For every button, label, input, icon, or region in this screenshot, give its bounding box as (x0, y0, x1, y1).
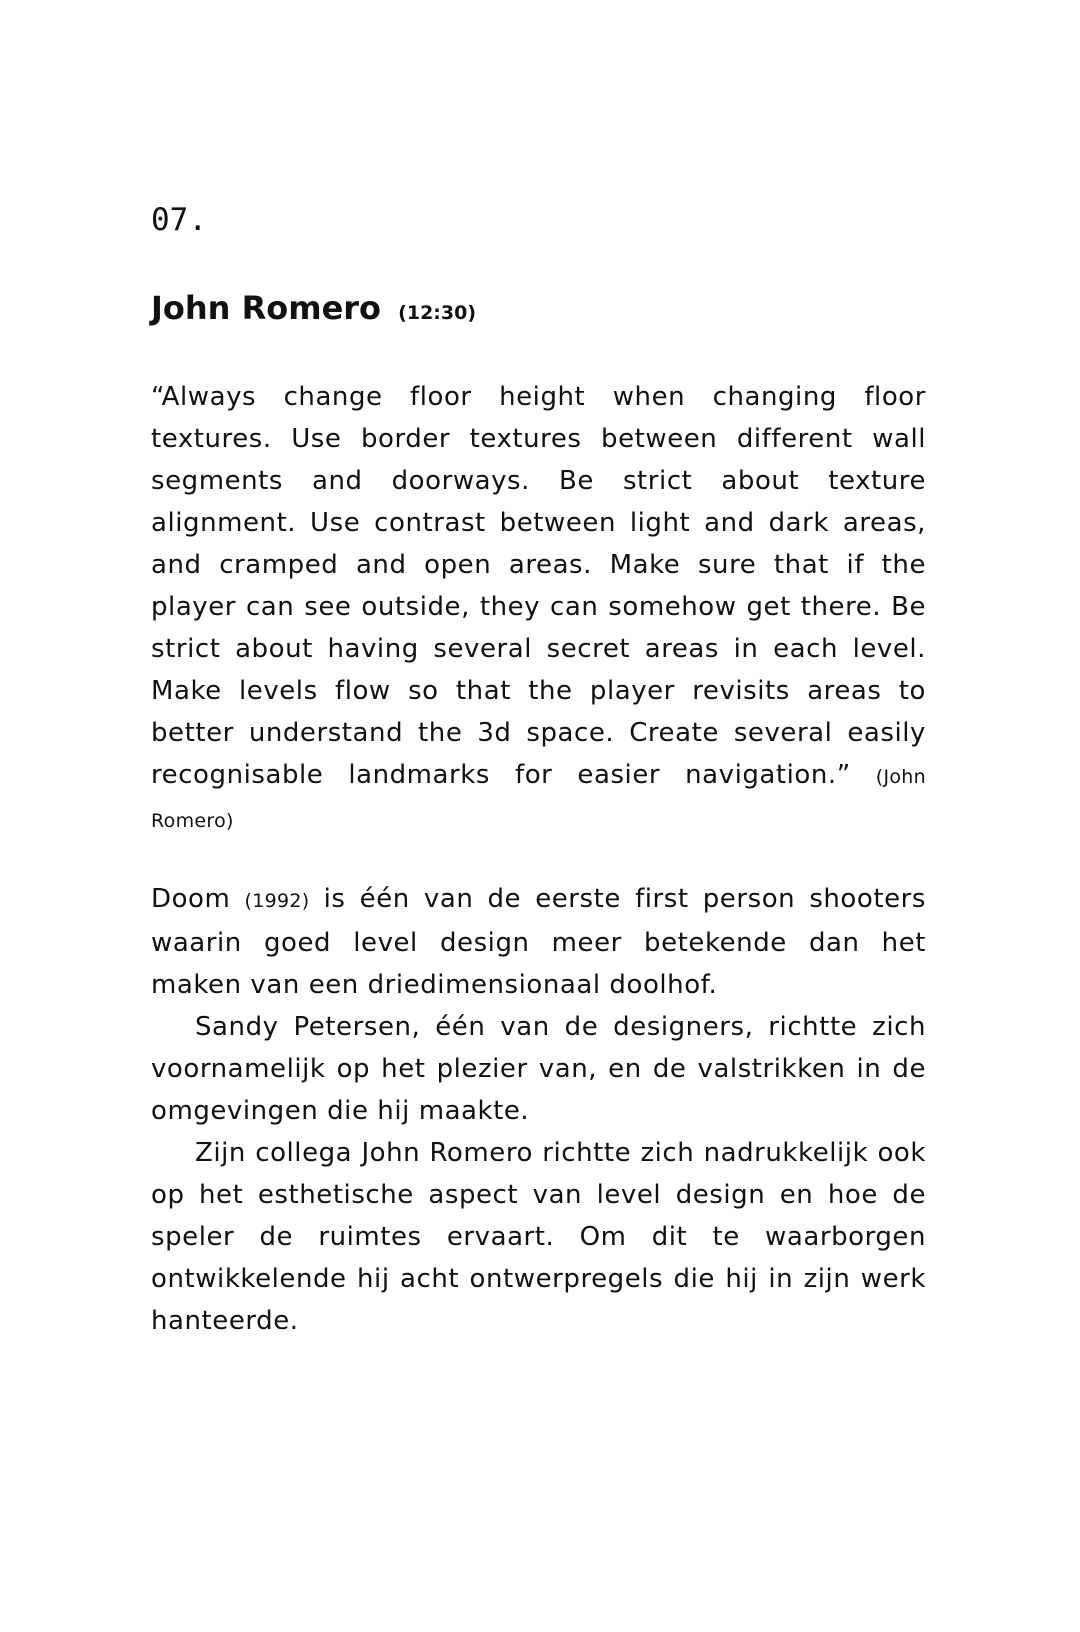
article-paragraph-3: Zijn collega John Romero richtte zich nadrukkelijk ook op het esthetische aspect van level design en hoe de speler de ruimtes ervaart. Om dit te waarborgen ontwikkelende hij acht ontwerpregels die hij in zijn werk hanteerde. (151, 1138, 926, 1336)
chapter-number: 07. (151, 202, 207, 238)
article-paragraph-2: Sandy Petersen, één van de designers, richtte zich voornamelijk op het plezier van, en de valstrikken in de omgevingen die hij maakte. (151, 1012, 926, 1126)
quote-block (151, 376, 926, 842)
article-body (151, 878, 926, 1342)
article-paragraph-1 (151, 878, 926, 1006)
heading-name: John Romero (151, 289, 382, 327)
paragraph-1-text: is één van de eerste first person shooters waarin goed level design meer betekende dan het maken van een driedimensionaal doolhof. (151, 884, 926, 1000)
quote-paragraph (151, 376, 926, 842)
quote-attribution: (John Romero) (151, 766, 926, 832)
doom-title: Doom (151, 884, 231, 914)
quote-text: “Always change floor height when changing floor textures. Use border textures between different wall segments and doorways. Be strict about texture alignment. Use contrast between light and dark areas, and cramped and open areas. Make sure that if the player can see outside, they can somehow get there. Be strict about having several secret areas in each level. Make levels flow so that the player revisits areas to better understand the 3d space. Create several easily recognisable landmarks for easier navigation.” (151, 382, 926, 790)
heading-timestamp: (12:30) (398, 302, 477, 324)
section-heading (151, 286, 476, 330)
doom-year: (1992) (244, 890, 310, 912)
